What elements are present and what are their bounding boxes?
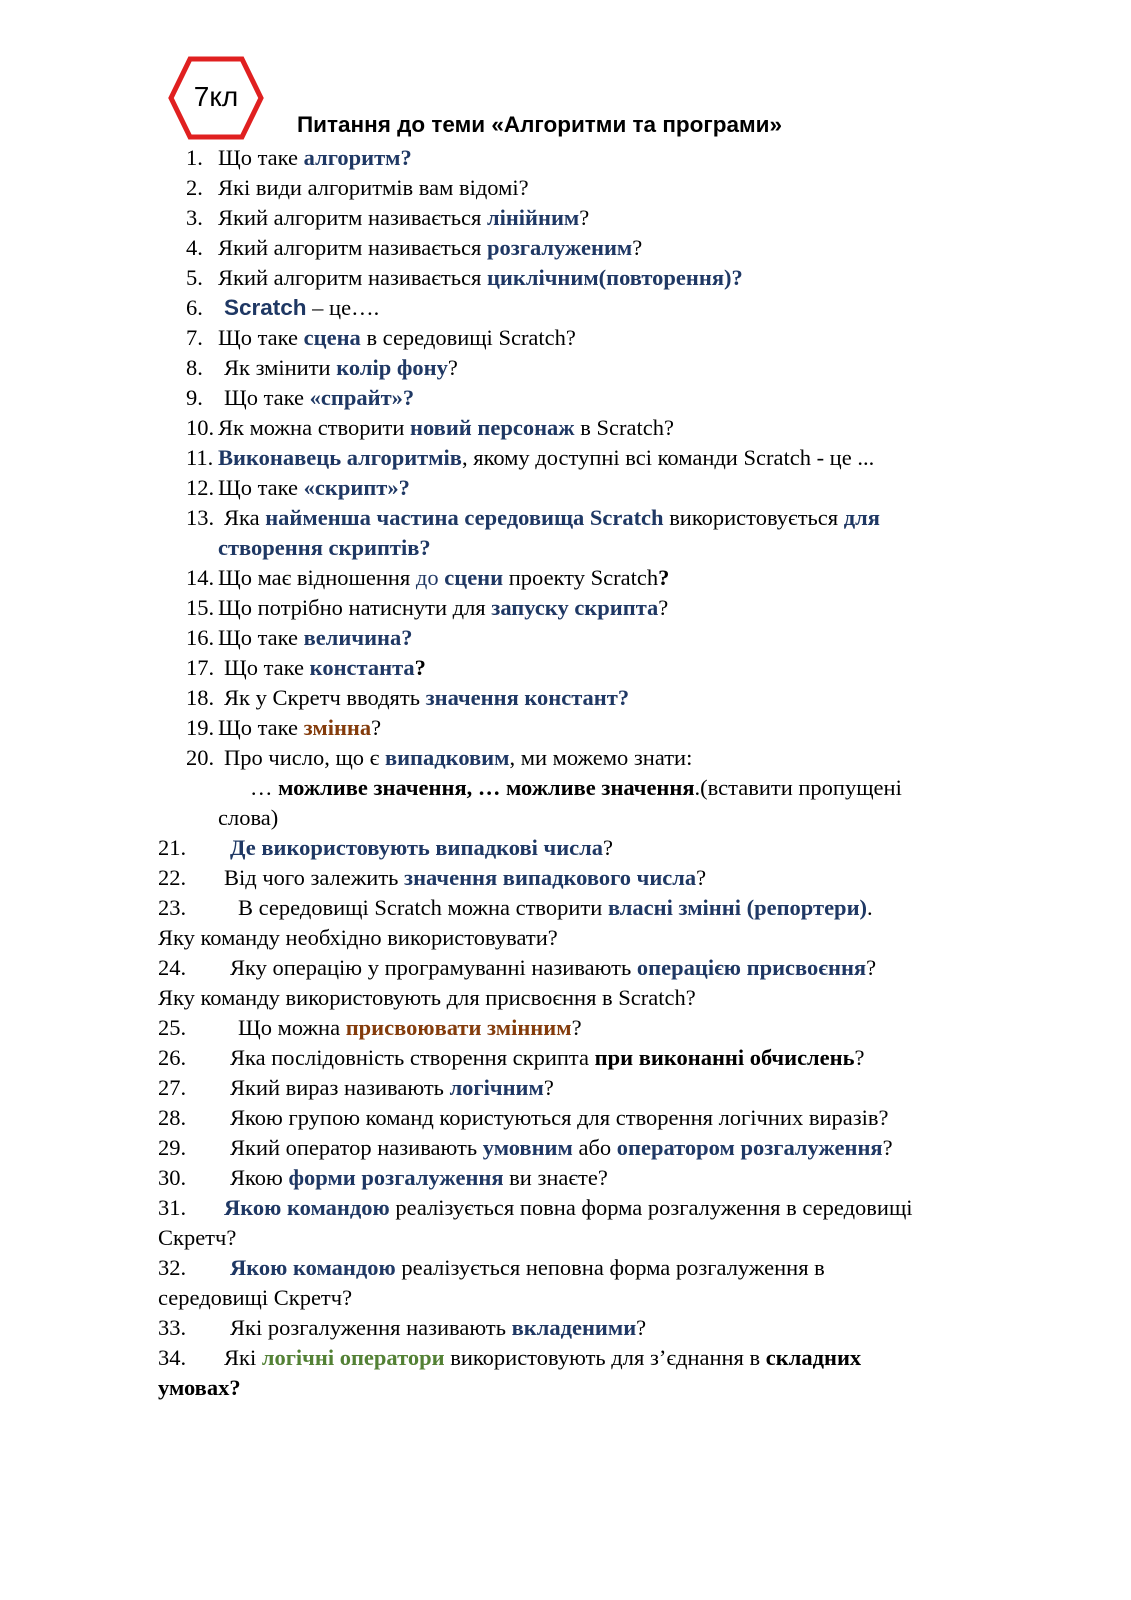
question-20: 20. Про число, що є випадковим, ми можемо знати: xyxy=(186,745,693,770)
question-2: 2. Які види алгоритмів вам відомі? xyxy=(186,175,529,200)
question-15: 15. Що потрібно натиснути для запуску скрипта? xyxy=(186,595,669,620)
page-title: Питання до теми «Алгоритми та програми» xyxy=(297,112,783,137)
question-14: 14. Що має відношення до сцени проекту Scratch? xyxy=(186,565,670,590)
question-22: 22. Від чого залежить значення випадкового числа? xyxy=(158,865,707,890)
question-27: 27. Який вираз називають логічним? xyxy=(158,1075,554,1100)
question-13-continued: створення скриптів? xyxy=(218,535,431,560)
question-29: 29. Який оператор називають умовним або оператором розгалуження? xyxy=(158,1135,893,1160)
question-23: 23. В середовищі Scratch можна створити власні змінні (репортери). xyxy=(158,895,873,920)
question-7: 7. Що таке сцена в середовищі Scratch? xyxy=(186,325,576,350)
question-12: 12. Що таке «скрипт»? xyxy=(186,475,410,500)
question-25: 25. Що можна присвоювати змінним? xyxy=(158,1015,582,1040)
question-28: 28. Якою групою команд користуються для створення логічних виразів? xyxy=(158,1105,889,1130)
question-1: 1. Що таке алгоритм? xyxy=(186,145,412,170)
question-19: 19. Що таке змінна? xyxy=(186,715,382,740)
question-21: 21. Де використовують випадкові числа? xyxy=(158,835,614,860)
question-5: 5. Який алгоритм називається циклічним(повторення)? xyxy=(186,265,743,290)
question-31: 31. Якою командою реалізується повна форма розгалуження в середовищі xyxy=(158,1195,913,1220)
question-11: 11. Виконавець алгоритмів, якому доступні всі команди Scratch - це ... xyxy=(186,445,875,470)
question-32-continued: середовищі Скретч? xyxy=(158,1285,353,1310)
question-4: 4. Який алгоритм називається розгалуженим? xyxy=(186,235,643,260)
question-17: 17. Що таке константа? xyxy=(186,655,426,680)
question-20-end: слова) xyxy=(218,805,279,830)
question-31-continued: Скретч? xyxy=(158,1225,237,1250)
question-3: 3. Який алгоритм називається лінійним? xyxy=(186,205,590,230)
question-24-continued: Яку команду використовують для присвоєння в Scratch? xyxy=(158,985,696,1010)
grade-badge-label: 7кл xyxy=(193,81,239,112)
question-18: 18. Як у Скретч вводять значення констант? xyxy=(186,685,630,710)
question-16: 16. Що таке величина? xyxy=(186,625,413,650)
question-34-continued: умовах? xyxy=(158,1375,241,1400)
question-10: 10. Як можна створити новий персонаж в Scratch? xyxy=(186,415,674,440)
question-32: 32. Якою командою реалізується неповна форма розгалуження в xyxy=(158,1255,825,1280)
question-26: 26. Яка послідовність створення скрипта при виконанні обчислень? xyxy=(158,1045,865,1070)
question-6: 6. Scratch – це…. xyxy=(186,295,380,320)
question-24: 24. Яку операцію у програмуванні називають операцією присвоєння? xyxy=(158,955,877,980)
question-23-continued: Яку команду необхідно використовувати? xyxy=(158,925,558,950)
question-13: 13. Яка найменша частина середовища Scratch використовується для xyxy=(186,505,880,530)
question-30: 30. Якою форми розгалуження ви знаєте? xyxy=(158,1165,608,1190)
question-34: 34. Які логічні оператори використовують для з’єднання в складних xyxy=(158,1345,862,1370)
question-8: 8. Як змінити колір фону? xyxy=(186,355,458,380)
question-9: 9. Що таке «спрайт»? xyxy=(186,385,415,410)
question-33: 33. Які розгалуження називають вкладеними? xyxy=(158,1315,647,1340)
question-20-continued: … можливе значення, … можливе значення.(вставити пропущені xyxy=(250,775,902,800)
